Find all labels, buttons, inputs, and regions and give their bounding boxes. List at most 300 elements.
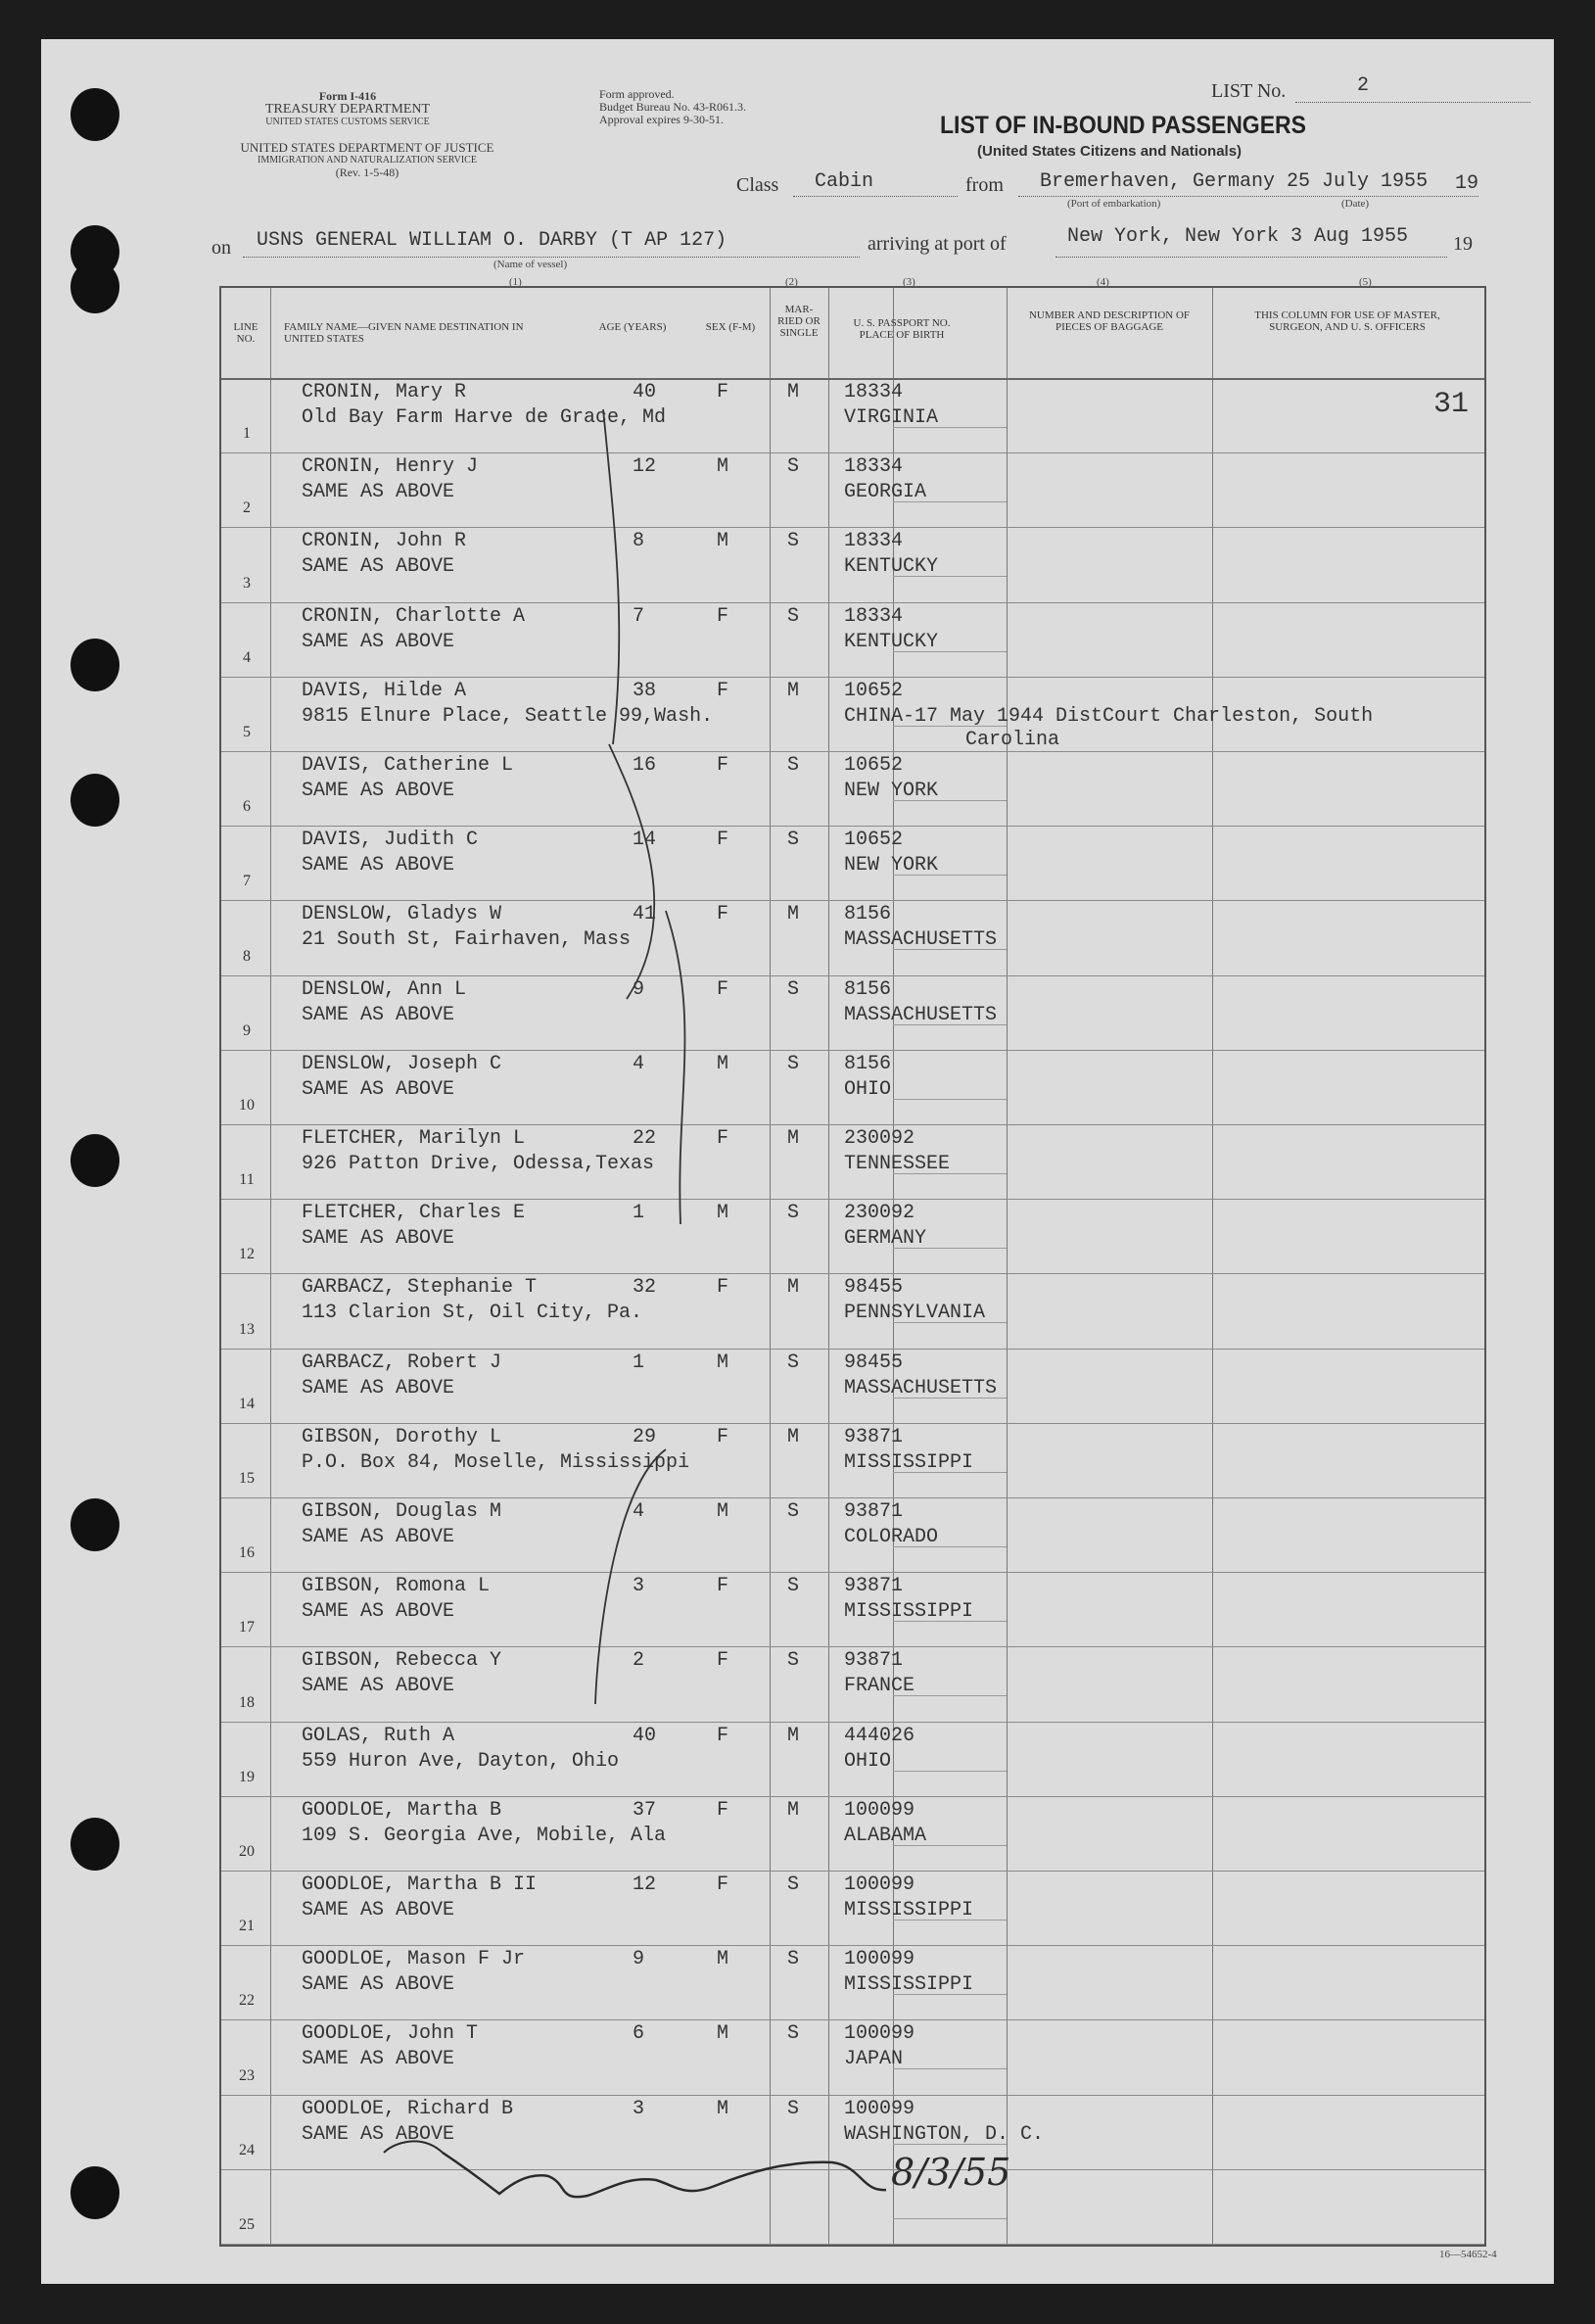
binder-hole [70, 1498, 119, 1551]
place-of-birth: NEW YORK [844, 854, 939, 877]
line-number: 10 [239, 1096, 255, 1114]
justice-label: UNITED STATES DEPARTMENT OF JUSTICE [240, 140, 494, 155]
binder-hole [70, 774, 119, 827]
line-number: 7 [243, 873, 251, 890]
table-row [221, 1199, 1484, 1274]
age: 8 [633, 530, 645, 553]
row-subdivider [893, 427, 1007, 428]
table-row [221, 1124, 1484, 1200]
sex: M [717, 1351, 729, 1374]
marital-status: M [787, 1425, 800, 1448]
passport-number: 10652 [844, 679, 904, 702]
colhead-sex: SEX (F-M) [705, 321, 756, 333]
row-subdivider [893, 1771, 1007, 1772]
sex: F [717, 1276, 729, 1300]
class-value: Cabin [815, 170, 874, 193]
age: 16 [633, 754, 657, 777]
marital-status: M [787, 1798, 800, 1822]
marital-status: M [787, 903, 800, 926]
place-of-birth: MISSISSIPPI [844, 1600, 974, 1624]
destination: SAME AS ABOVE [302, 1675, 455, 1698]
destination: SAME AS ABOVE [302, 1077, 455, 1101]
row-subdivider [893, 1920, 1007, 1921]
approval-line-1: Form approved. [599, 87, 675, 101]
destination: P.O. Box 84, Moselle, Mississippi [302, 1450, 690, 1474]
passport-number: 100099 [844, 1798, 915, 1822]
age: 9 [633, 1948, 645, 1971]
passport-number: 10652 [844, 754, 904, 777]
line-number: 20 [239, 1842, 255, 1860]
passenger-name: CRONIN, John R [302, 530, 467, 553]
row-subdivider [893, 1621, 1007, 1622]
passenger-name: GOODLOE, Martha B II [302, 1873, 538, 1896]
passport-number: 100099 [844, 2097, 915, 2120]
age: 1 [633, 1202, 645, 1225]
destination: SAME AS ABOVE [302, 1526, 455, 1548]
line-number: 5 [243, 723, 251, 740]
from-value: Bremerhaven, Germany 25 July 1955 [1040, 170, 1429, 193]
marital-status: S [787, 530, 800, 553]
place-of-birth: CHINA-17 May 1944 DistCourt Charleston, South [844, 704, 1374, 728]
table-header [221, 288, 1484, 380]
place-of-birth: GEORGIA [844, 481, 927, 504]
page-title: LIST OF IN-BOUND PASSENGERS [940, 112, 1306, 139]
table-row [221, 378, 1484, 453]
form-header-justice [196, 141, 539, 179]
passport-number: 18334 [844, 604, 904, 628]
place-of-birth: KENTUCKY [844, 630, 939, 653]
age: 37 [633, 1798, 657, 1822]
destination: SAME AS ABOVE [302, 854, 455, 877]
place-of-birth: JAPAN [844, 2048, 904, 2071]
sex: F [717, 1798, 729, 1822]
line-number: 24 [239, 2141, 255, 2158]
table-row [221, 1423, 1484, 1498]
age: 4 [633, 1052, 645, 1075]
sex: M [717, 1052, 729, 1075]
destination: SAME AS ABOVE [302, 555, 455, 579]
line-number: 15 [239, 1469, 255, 1487]
passport-number: 230092 [844, 1202, 915, 1225]
marital-status: S [787, 1052, 800, 1075]
destination: SAME AS ABOVE [302, 1899, 455, 1921]
marital-status: M [787, 1276, 800, 1300]
passenger-name: CRONIN, Charlotte A [302, 604, 526, 628]
age: 38 [633, 679, 657, 702]
place-of-birth: FRANCE [844, 1675, 915, 1698]
destination: SAME AS ABOVE [302, 2122, 455, 2146]
row-subdivider [893, 651, 1007, 652]
passenger-name: GIBSON, Rebecca Y [302, 1649, 502, 1673]
approval-line-3: Approval expires 9-30-51. [599, 113, 724, 126]
sex: M [717, 2097, 729, 2120]
row-subdivider [893, 2144, 1007, 2145]
place-of-birth: MASSACHUSETTS [844, 1376, 998, 1399]
table-row [221, 2095, 1484, 2170]
table-row [221, 1349, 1484, 1424]
passenger-name: FLETCHER, Marilyn L [302, 1127, 526, 1150]
row-subdivider [893, 2068, 1007, 2069]
sex: M [717, 530, 729, 553]
line-number: 21 [239, 1918, 255, 1935]
class-dots [793, 196, 958, 197]
marital-status: S [787, 1202, 800, 1225]
destination: SAME AS ABOVE [302, 1600, 455, 1624]
sex: F [717, 679, 729, 702]
colhead-married: MAR-RIED OR SINGLE [777, 304, 821, 339]
row-subdivider [893, 1546, 1007, 1547]
marital-status: S [787, 2022, 800, 2046]
passenger-name: GOODLOE, Richard B [302, 2097, 514, 2120]
passport-number: 98455 [844, 1276, 904, 1300]
colnum-1: (1) [509, 276, 522, 288]
passport-number: 10652 [844, 829, 904, 852]
vessel-dots [243, 257, 860, 258]
on-label: on [211, 237, 231, 259]
row-subdivider [893, 1173, 1007, 1174]
marital-status: M [787, 679, 800, 702]
age: 14 [633, 829, 657, 852]
place-of-birth: MASSACHUSETTS [844, 1003, 998, 1026]
binder-hole [70, 1818, 119, 1871]
colhead-passport: U. S. PASSPORT NO. PLACE OF BIRTH [853, 317, 951, 341]
passenger-name: GOODLOE, John T [302, 2022, 479, 2046]
destination: SAME AS ABOVE [302, 780, 455, 802]
place-of-birth: ALABAMA [844, 1824, 927, 1847]
passenger-name: GIBSON, Romona L [302, 1575, 491, 1598]
list-number-label: LIST No. [1211, 80, 1287, 102]
place-of-birth: MISSISSIPPI [844, 1973, 974, 1997]
place-of-birth: MISSISSIPPI [844, 1450, 974, 1474]
form-approval [599, 88, 746, 126]
line-number: 6 [243, 798, 251, 816]
table-row [221, 1646, 1484, 1722]
marital-status: M [787, 381, 800, 403]
passport-number: 8156 [844, 1052, 892, 1075]
destination: 926 Patton Drive, Odessa,Texas [302, 1153, 655, 1175]
sex: F [717, 977, 729, 1001]
place-of-birth: OHIO [844, 1749, 892, 1773]
row-subdivider [893, 875, 1007, 876]
row-subdivider [893, 1845, 1007, 1846]
marital-status: S [787, 1575, 800, 1598]
passport-number: 93871 [844, 1649, 904, 1673]
line-number: 14 [239, 1395, 255, 1412]
marital-status: S [787, 829, 800, 852]
table-row [221, 527, 1484, 602]
table-row [221, 1945, 1484, 2020]
marital-status: S [787, 455, 800, 479]
sex: F [717, 1575, 729, 1598]
destination: SAME AS ABOVE [302, 630, 455, 653]
passenger-name: DAVIS, Judith C [302, 829, 479, 852]
line-number: 1 [243, 425, 251, 443]
passport-number: 18334 [844, 530, 904, 553]
sex: F [717, 1873, 729, 1896]
marital-status: S [787, 1873, 800, 1896]
passport-number: 100099 [844, 1948, 915, 1971]
row-subdivider [893, 1472, 1007, 1473]
place-of-birth: PENNSYLVANIA [844, 1302, 986, 1325]
ins-label: IMMIGRATION AND NATURALIZATION SERVICE [258, 155, 477, 166]
colhead-baggage: NUMBER AND DESCRIPTION OF PIECES OF BAGGAGE [1028, 309, 1191, 333]
passport-number: 100099 [844, 1873, 915, 1896]
age: 12 [633, 1873, 657, 1896]
signature-date: 8/3/55 [891, 2151, 1011, 2194]
table-row [221, 1796, 1484, 1872]
table-row [221, 900, 1484, 975]
sex: F [717, 829, 729, 852]
age: 29 [633, 1425, 657, 1448]
row-subdivider [893, 800, 1007, 801]
table-row [221, 975, 1484, 1051]
passport-number: 98455 [844, 1351, 904, 1374]
passport-number: 100099 [844, 2022, 915, 2046]
line-number: 9 [243, 1021, 251, 1039]
destination: 559 Huron Ave, Dayton, Ohio [302, 1749, 620, 1773]
sex: M [717, 2022, 729, 2046]
table-row [221, 826, 1484, 901]
passenger-name: GARBACZ, Stephanie T [302, 1276, 538, 1300]
age: 6 [633, 2022, 645, 2046]
line-number: 12 [239, 1246, 255, 1263]
place-of-birth: VIRGINIA [844, 406, 939, 429]
table-row [221, 2169, 1484, 2245]
passenger-name: DENSLOW, Joseph C [302, 1052, 502, 1075]
passport-number: 230092 [844, 1127, 915, 1150]
passenger-name: GIBSON, Dorothy L [302, 1425, 502, 1448]
sex: F [717, 1127, 729, 1150]
colhead-name: FAMILY NAME—GIVEN NAME DESTINATION IN UNITED STATES [284, 321, 524, 345]
line-number: 23 [239, 2066, 255, 2084]
arriving-label: arriving at port of [868, 233, 1007, 255]
marital-status: S [787, 604, 800, 628]
line-number: 18 [239, 1693, 255, 1711]
binder-hole [70, 261, 119, 313]
marital-status: S [787, 1948, 800, 1971]
sex: M [717, 455, 729, 479]
table-row [221, 1871, 1484, 1946]
passenger-name: GARBACZ, Robert J [302, 1351, 502, 1374]
age: 22 [633, 1127, 657, 1150]
row-subdivider [893, 1398, 1007, 1399]
row-subdivider [893, 1248, 1007, 1249]
table-row [221, 452, 1484, 528]
line-number: 8 [243, 947, 251, 965]
place-of-birth: NEW YORK [844, 780, 939, 802]
age: 9 [633, 977, 645, 1001]
place-of-birth: OHIO [844, 1077, 892, 1101]
destination: 9815 Elnure Place, Seattle 99,Wash. [302, 704, 714, 728]
sex: F [717, 754, 729, 777]
passenger-name: CRONIN, Henry J [302, 455, 479, 479]
sex: F [717, 903, 729, 926]
place-of-birth: KENTUCKY [844, 555, 939, 579]
from-year-suffix: 19 [1455, 172, 1479, 195]
age: 3 [633, 2097, 645, 2120]
place-of-birth: WASHINGTON, D. C. [844, 2122, 1045, 2146]
binder-hole [70, 2166, 119, 2219]
footer-code: 16—54652-4 [1439, 2249, 1497, 2260]
class-label: Class [736, 174, 779, 196]
destination: SAME AS ABOVE [302, 1227, 455, 1251]
age: 1 [633, 1351, 645, 1374]
age: 7 [633, 604, 645, 628]
age: 3 [633, 1575, 645, 1598]
sex: F [717, 604, 729, 628]
age: 40 [633, 381, 657, 403]
passenger-name: GOLAS, Ruth A [302, 1724, 455, 1747]
port-embarkation-note: (Port of embarkation) [1067, 198, 1161, 210]
vessel-name: USNS GENERAL WILLIAM O. DARBY (T AP 127) [257, 229, 727, 252]
line-number: 16 [239, 1544, 255, 1562]
line-number: 17 [239, 1619, 255, 1636]
place-of-birth: MASSACHUSETTS [844, 928, 998, 952]
line-number: 25 [239, 2215, 255, 2233]
passenger-name: GOODLOE, Martha B [302, 1798, 502, 1822]
colnum-2: (2) [785, 276, 798, 288]
destination: SAME AS ABOVE [302, 1003, 455, 1026]
passport-number: 8156 [844, 903, 892, 926]
revision-label: (Rev. 1-5-48) [335, 166, 399, 179]
destination: Old Bay Farm Harve de Grace, Md [302, 406, 667, 429]
age: 4 [633, 1500, 645, 1523]
row-subdivider [893, 576, 1007, 577]
marital-status: S [787, 1351, 800, 1374]
vessel-note: (Name of vessel) [493, 259, 568, 270]
sex: F [717, 1724, 729, 1747]
arrival-year: 19 [1453, 233, 1473, 255]
binder-hole [70, 1134, 119, 1187]
sex: F [717, 1649, 729, 1673]
colnum-3: (3) [903, 276, 915, 288]
table-row [221, 751, 1484, 827]
passenger-name: FLETCHER, Charles E [302, 1202, 526, 1225]
sex: M [717, 1202, 729, 1225]
line-number: 4 [243, 648, 251, 666]
list-number: 2 [1357, 74, 1370, 97]
form-number: Form I-416 [318, 89, 377, 103]
passport-number: 444026 [844, 1724, 915, 1747]
passenger-name: GOODLOE, Mason F Jr [302, 1948, 526, 1971]
binder-hole [70, 88, 119, 141]
line-number: 3 [243, 574, 251, 592]
arrival-dots [1056, 257, 1447, 258]
marital-status: S [787, 977, 800, 1001]
passport-number: 93871 [844, 1425, 904, 1448]
passenger-name: DENSLOW, Gladys W [302, 903, 502, 926]
page-subtitle: (United States Citizens and Nationals) [977, 143, 1243, 160]
destination: SAME AS ABOVE [302, 1973, 455, 1997]
place-of-birth-cont: Carolina [965, 728, 1060, 751]
colhead-line: LINE NO. [233, 321, 258, 345]
passenger-name: DAVIS, Catherine L [302, 754, 514, 777]
destination: 21 South St, Fairhaven, Mass [302, 928, 632, 952]
row-subdivider [893, 1099, 1007, 1100]
passenger-name: DAVIS, Hilde A [302, 679, 467, 702]
age: 12 [633, 455, 657, 479]
place-of-birth: MISSISSIPPI [844, 1899, 974, 1921]
marital-status: M [787, 1724, 800, 1747]
approval-line-2: Budget Bureau No. 43-R061.3. [599, 100, 746, 114]
line-number: 11 [239, 1171, 255, 1189]
destination: 109 S. Georgia Ave, Mobile, Ala [302, 1824, 667, 1847]
row-subdivider [893, 1695, 1007, 1696]
row-subdivider [893, 1322, 1007, 1323]
sex: M [717, 1948, 729, 1971]
place-of-birth: GERMANY [844, 1227, 927, 1251]
passport-number: 18334 [844, 381, 904, 403]
from-label: from [965, 174, 1004, 196]
destination: 113 Clarion St, Oil City, Pa. [302, 1302, 643, 1325]
row-subdivider [893, 726, 1007, 727]
table-row [221, 602, 1484, 678]
destination: SAME AS ABOVE [302, 481, 455, 504]
table-row [221, 1722, 1484, 1797]
marital-status: M [787, 1127, 800, 1150]
row-subdivider [893, 1024, 1007, 1025]
destination: SAME AS ABOVE [302, 2048, 455, 2071]
passport-number: 18334 [844, 455, 904, 479]
passport-number: 93871 [844, 1575, 904, 1598]
line-number: 22 [239, 1992, 255, 2010]
colhead-age: AGE (YEARS) [598, 321, 667, 333]
marital-status: S [787, 2097, 800, 2120]
date-note: (Date) [1341, 198, 1370, 210]
sex: F [717, 1425, 729, 1448]
line-number: 13 [239, 1320, 255, 1338]
sex: M [717, 1500, 729, 1523]
row-subdivider [893, 2218, 1007, 2219]
age: 41 [633, 903, 657, 926]
table-row [221, 1050, 1484, 1125]
place-of-birth: COLORADO [844, 1526, 939, 1548]
marital-status: S [787, 754, 800, 777]
marital-status: S [787, 1649, 800, 1673]
passenger-name: CRONIN, Mary R [302, 381, 467, 403]
table-row [221, 677, 1484, 752]
table-row [221, 1572, 1484, 1647]
marital-status: S [787, 1500, 800, 1523]
from-dots [1018, 196, 1478, 197]
age: 40 [633, 1724, 657, 1747]
table-row [221, 1273, 1484, 1349]
list-number-dots [1295, 102, 1530, 103]
age: 32 [633, 1276, 657, 1300]
passport-number: 8156 [844, 977, 892, 1001]
passenger-name: DENSLOW, Ann L [302, 977, 467, 1001]
treasury-label: TREASURY DEPARTMENT [264, 102, 431, 117]
passenger-name: GIBSON, Douglas M [302, 1500, 502, 1523]
binder-hole [70, 639, 119, 691]
customs-label: UNITED STATES CUSTOMS SERVICE [265, 117, 430, 127]
row-subdivider [893, 501, 1007, 502]
row-subdivider [893, 949, 1007, 950]
colnum-4: (4) [1097, 276, 1109, 288]
colnum-5: (5) [1359, 276, 1372, 288]
line-number: 2 [243, 499, 251, 517]
colhead-officers: THIS COLUMN FOR USE OF MASTER, SURGEON, AND U. S. OFFICERS [1254, 309, 1440, 333]
table-row [221, 2019, 1484, 2095]
arrival-port: New York, New York 3 Aug 1955 [1067, 225, 1409, 248]
page-mark: 31 [1433, 388, 1470, 421]
place-of-birth: TENNESSEE [844, 1153, 951, 1175]
sex: F [717, 381, 729, 403]
row-subdivider [893, 1994, 1007, 1995]
destination: SAME AS ABOVE [302, 1376, 455, 1399]
line-number: 19 [239, 1768, 255, 1785]
table-row [221, 1497, 1484, 1573]
